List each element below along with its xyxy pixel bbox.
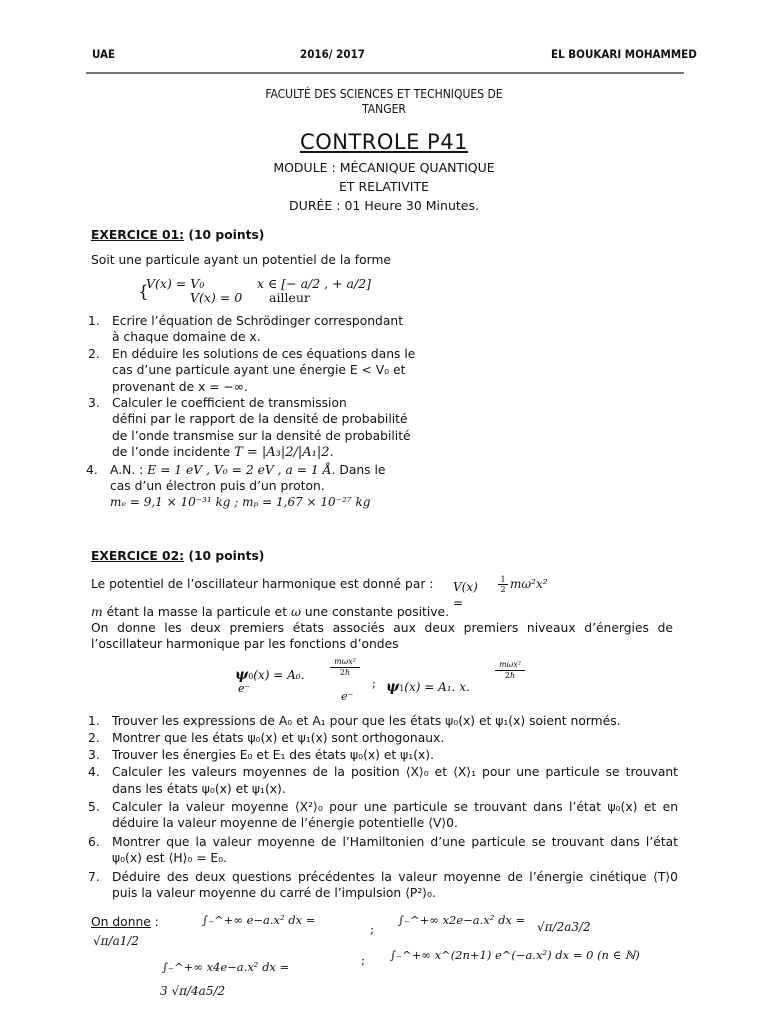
module-line2: ET RELATIVITE <box>338 179 429 194</box>
header-center: 2016/ 2017 <box>300 47 365 61</box>
ex2-psi1-e: e⁻ <box>341 690 354 703</box>
ex2-psi1-exp: mωx² 2ℏ <box>495 660 525 681</box>
given-integral-3: ∫₋^+∞ x4e−a.x² dx = <box>162 960 290 974</box>
ex1-q3: 3. Calculer le coefficient de transmission défini par le rapport de la densité de probabilité de l’onde transmise sur la densité de probabilité de l’onde incidente T = |A₃|2/|A₁|2. <box>88 396 411 461</box>
institution-line1: FACULTÉ DES SCIENCES ET TECHNIQUES DE <box>265 87 503 101</box>
ex2-psi0-e: e⁻ <box>238 682 251 695</box>
ex2-q6: 6. Montrer que la valeur moyenne de l’Hamiltonien d’une particule se trouvant dans l’état ψ₀(x) est ⟨H⟩₀ = E₀. <box>88 834 678 866</box>
module-duration: DURÉE : 01 Heure 30 Minutes. <box>289 198 479 213</box>
ex2-q2: 2. Montrer que les états ψ₀(x) et ψ₁(x) sont orthogonaux. <box>88 731 445 746</box>
ex2-psi0: ψ0(x) = A₀. <box>235 667 305 683</box>
ex2-para: On donne les deux premiers états associés aux deux premiers niveaux d’énergies de l’oscillateur harmonique par les fonctions d’ondes <box>91 621 673 652</box>
module-line1: MODULE : MÉCANIQUE QUANTIQUE <box>273 160 495 175</box>
ex1-eq1-lhs: V(x) = V0 <box>146 276 205 291</box>
given-integral-4: ∫₋^+∞ x^(2n+1) e^(−a.x²) dx = 0 (n ∈ ℕ) <box>390 948 640 962</box>
ex2-q5: 5. Calculer la valeur moyenne ⟨X²⟩₀ pour une particule se trouvant dans l’état ψ₀(x) et en déduire la valeur moyenne de l’énergie potentielle ⟨V⟩0. <box>88 800 678 831</box>
ex1-q4: 4. A.N. : E = 1 eV , V₀ = 2 eV , a = 1 Å. Dans le cas d’un électron puis d’un proton. mₑ = 9,1 × 10⁻³¹ kg ; mₚ = 1,67 × 10⁻²⁷ kg <box>86 462 386 510</box>
page-title: CONTROLE P41 <box>300 130 468 154</box>
module-block <box>200 158 568 215</box>
ex2-q1: 1. Trouver les expressions de A₀ et A₁ pour que les états ψ₀(x) et ψ₁(x) soient normés. <box>88 714 621 728</box>
ex1-heading: EXERCICE 01: <box>91 228 185 242</box>
ex1-brace: { <box>138 282 149 302</box>
ex2-mass-line: m étant la masse la particule et ω une constante positive. <box>91 605 450 619</box>
ex1-points: (10 points) <box>188 228 265 242</box>
ex2-heading-line <box>91 549 264 563</box>
header-right: EL BOUKARI MOHAMMED <box>551 47 697 61</box>
institution-block <box>200 87 568 117</box>
ex1-intro: Soit une particule ayant un potentiel de la forme <box>91 253 392 267</box>
header-rule <box>86 72 684 74</box>
ex1-eq1-domain: x ∈ [− a/2 , + a/2] <box>257 276 372 291</box>
ex2-pot-rhs: mω²x² <box>510 577 548 591</box>
given-sep-2: ; <box>361 953 366 967</box>
ex2-points: (10 points) <box>188 549 265 563</box>
given-label: On donne <box>91 915 151 929</box>
psi-icon: ψ <box>386 679 400 695</box>
institution-line2: TANGER <box>362 102 406 116</box>
psi-icon: ψ <box>235 667 249 683</box>
ex1-eq2-domain: ailleur <box>269 290 310 305</box>
ex2-sep: ; <box>372 676 377 690</box>
ex2-pot-lhs: V(x) <box>453 580 478 594</box>
ex2-heading: EXERCICE 02: <box>91 549 185 563</box>
given-integral-1: ∫₋^+∞ e−a.x² dx = <box>202 913 316 927</box>
ex1-q1: 1. Ecrire l’équation de Schrödinger correspondant à chaque domaine de x. <box>88 314 404 345</box>
ex2-pot-frac: 1 2 <box>498 575 508 594</box>
ex2-questions <box>88 713 678 901</box>
ex2-psi1: ψ1(x) = A₁. x. <box>386 679 470 695</box>
ex2-intro: Le potentiel de l’oscillateur harmonique est donné par : <box>91 577 434 591</box>
header-left: UAE <box>92 47 116 61</box>
ex1-eq2-lhs: V(x) = 0 <box>190 290 243 305</box>
ex2-q4: 4. Calculer les valeurs moyennes de la position ⟨X⟩₀ et ⟨X⟩₁ pour une particule se trouvant dans les états ψ₀(x) et ψ₁(x). <box>88 765 678 796</box>
ex2-psi0-exp: mωx² 2ℏ <box>330 657 360 678</box>
ex2-q3: 3. Trouver les énergies E₀ et E₁ des états ψ₀(x) et ψ₁(x). <box>88 747 434 762</box>
ex1-heading-line <box>91 228 264 242</box>
ex2-q7: 7. Déduire des deux questions précédentes la valeur moyenne de l’énergie cinétique ⟨T⟩0 puis la valeur moyenne du carré de l’impulsion ⟨P²⟩₀. <box>88 869 678 901</box>
given-label-line: On donne : <box>91 915 159 929</box>
given-integral-2: ∫₋^+∞ x2e−a.x² dx = <box>398 913 526 927</box>
ex2-pot-eq: = <box>453 596 464 610</box>
given-sep-1: ; <box>370 922 375 936</box>
ex1-q2: 2. En déduire les solutions de ces équations dans le cas d’une particule ayant une énergie E < V₀ et provenant de x = −∞. <box>88 346 416 394</box>
given-integral-2-result: √π/2a3/2 <box>537 920 591 934</box>
given-integral-1-result: √π/a1/2 <box>93 934 140 948</box>
ex1-questions <box>86 313 416 511</box>
given-integral-3-result: 3 √π/4a5/2 <box>160 984 226 998</box>
